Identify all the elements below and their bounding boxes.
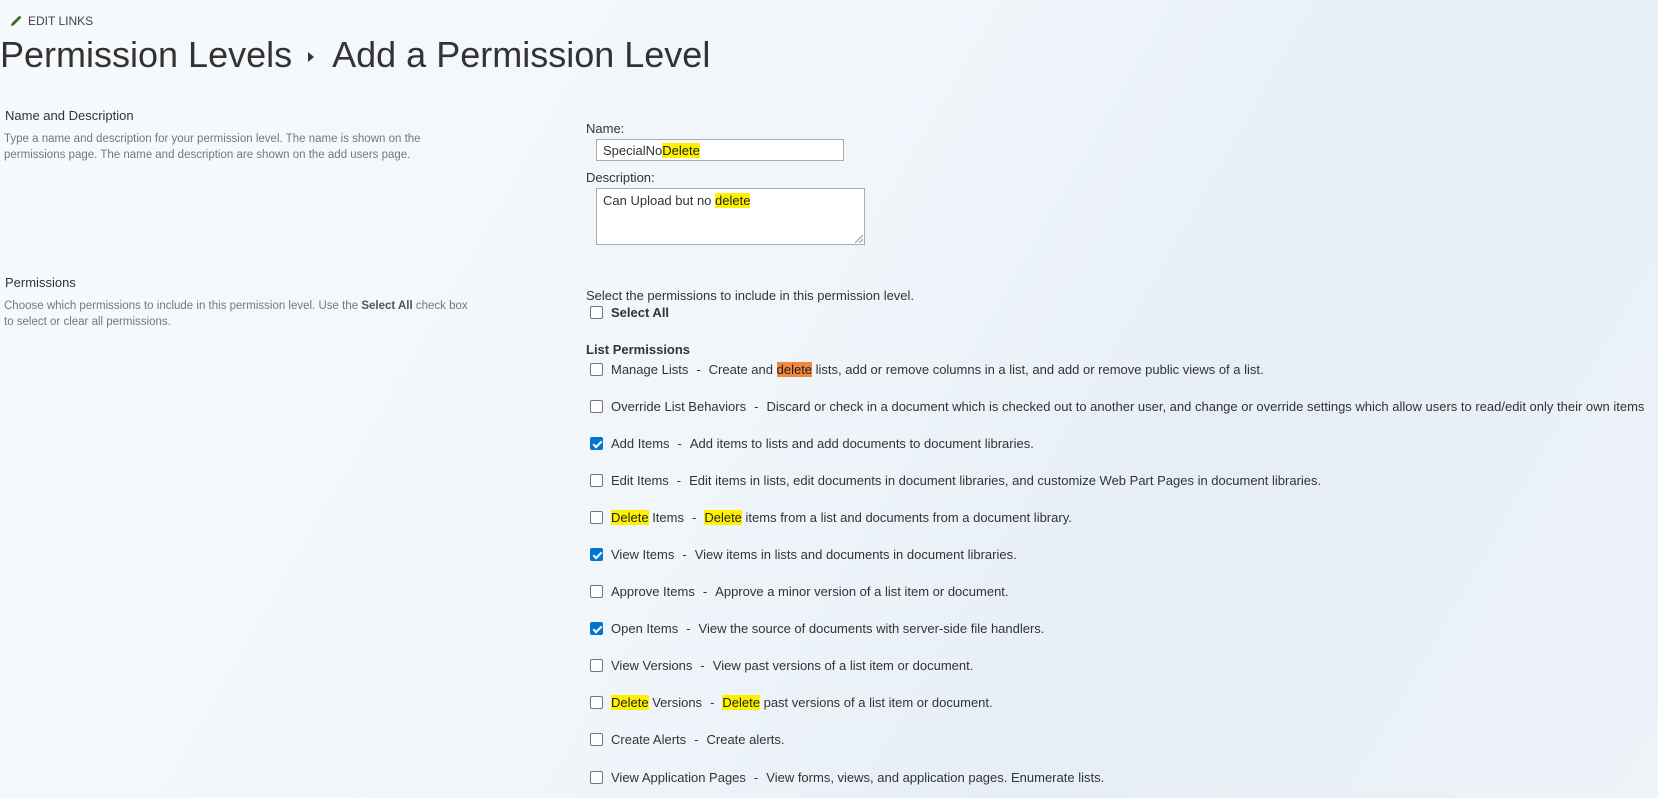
name-input[interactable] <box>596 139 844 161</box>
breadcrumb-parent-link[interactable]: Permission Levels <box>0 34 293 75</box>
permission-title: Manage Lists <box>611 362 689 377</box>
permission-desc: Create alerts. <box>706 732 785 747</box>
breadcrumb-separator-icon <box>308 52 314 62</box>
description-label: Description: <box>586 170 655 185</box>
permission-desc: Create and delete lists, add or remove columns in a list, and add or remove public views of a list. <box>708 362 1264 377</box>
permission-row-view-application-pages[interactable] <box>586 770 1104 785</box>
permission-title: Approve Items <box>611 584 695 599</box>
permission-desc: View the source of documents with server-side file handlers. <box>698 621 1045 636</box>
permission-row-override-list-behaviors[interactable] <box>586 399 1644 414</box>
permission-checkbox-view-versions[interactable] <box>590 659 603 672</box>
name-description-help: Type a name and description for your permission level. The name is shown on the permissions page. The name and description are shown on the add users page. <box>4 133 421 161</box>
permission-row-edit-items[interactable] <box>586 473 1321 488</box>
name-value-prefix: SpecialNo <box>603 143 663 158</box>
page-title: Add a Permission Level <box>332 34 711 75</box>
permission-row-manage-lists[interactable] <box>586 362 1264 377</box>
permissions-intro: Select the permissions to include in this permission level. <box>586 288 915 303</box>
permission-separator: - <box>710 695 715 710</box>
permission-title: Delete Items <box>611 510 684 525</box>
permission-desc: Delete items from a list and documents from a document library. <box>704 510 1072 525</box>
permission-separator: - <box>682 547 687 562</box>
permission-checkbox-add-items[interactable] <box>590 437 603 450</box>
permission-title: View Application Pages <box>611 770 746 785</box>
description-value-highlight: delete <box>715 193 751 208</box>
permission-checkbox-override-list-behaviors[interactable] <box>590 400 603 413</box>
permission-desc: View items in lists and documents in document libraries. <box>694 547 1017 562</box>
permission-title: Delete Versions <box>611 695 703 710</box>
permission-checkbox-create-alerts[interactable] <box>590 733 603 746</box>
permission-separator: - <box>676 473 682 488</box>
permission-checkbox-delete-items[interactable] <box>590 511 603 524</box>
select-all-row[interactable] <box>586 305 669 320</box>
select-all-checkbox[interactable] <box>590 306 603 319</box>
permission-title: View Versions <box>611 658 693 673</box>
permission-desc: Add items to lists and add documents to document libraries. <box>689 436 1034 451</box>
permission-row-approve-items[interactable] <box>586 584 1009 599</box>
permission-row-delete-items[interactable] <box>586 510 1072 525</box>
permission-row-view-items[interactable] <box>586 547 1017 562</box>
permission-separator: - <box>694 732 699 747</box>
select-all-label: Select All <box>611 305 670 320</box>
permission-checkbox-manage-lists[interactable] <box>590 363 603 376</box>
permission-checkbox-open-items[interactable] <box>590 622 603 635</box>
permission-title: Open Items <box>611 621 679 636</box>
permission-checkbox-delete-versions[interactable] <box>590 696 603 709</box>
permission-row-open-items[interactable] <box>586 621 1044 636</box>
permission-desc: Edit items in lists, edit documents in document libraries, and customize Web Part Pages in document libraries. <box>689 473 1322 488</box>
name-description-heading: Name and Description <box>5 108 134 123</box>
permission-row-delete-versions[interactable] <box>586 695 993 710</box>
name-label: Name: <box>586 121 625 136</box>
permission-row-view-versions[interactable] <box>586 658 973 673</box>
list-permissions-heading: List Permissions <box>586 342 691 357</box>
description-value-prefix: Can Upload but no <box>603 193 716 208</box>
permission-desc: View forms, views, and application pages. Enumerate lists. <box>766 770 1105 785</box>
permissions-help: Choose which permissions to include in this permission level. Use the Select All check box to select or clear all permissions. <box>4 300 468 328</box>
permission-separator: - <box>677 436 682 451</box>
breadcrumb <box>0 34 710 76</box>
permission-row-add-items[interactable] <box>586 436 1034 451</box>
permission-title: Override List Behaviors <box>611 399 747 414</box>
permission-separator: - <box>702 584 708 599</box>
name-value-highlight: Delete <box>662 143 700 158</box>
edit-links-label: EDIT LINKS <box>28 14 94 28</box>
permission-checkbox-view-application-pages[interactable] <box>590 771 603 784</box>
permission-title: View Items <box>611 547 675 562</box>
resize-grip-icon[interactable] <box>855 235 863 243</box>
permission-title: Add Items <box>611 436 670 451</box>
permission-separator: - <box>754 399 759 414</box>
edit-links[interactable] <box>10 14 93 28</box>
permission-title: Create Alerts <box>611 732 687 747</box>
permission-separator: - <box>700 658 705 673</box>
permission-checkbox-view-items[interactable] <box>590 548 603 561</box>
permission-separator: - <box>696 362 701 377</box>
permission-title: Edit Items <box>611 473 669 488</box>
permission-desc: Delete past versions of a list item or document. <box>722 695 993 710</box>
permission-separator: - <box>691 510 697 525</box>
permission-checkbox-approve-items[interactable] <box>590 585 603 598</box>
permission-separator: - <box>686 621 691 636</box>
pencil-icon <box>10 15 22 27</box>
permission-separator: - <box>753 770 759 785</box>
description-textarea[interactable] <box>596 188 865 245</box>
permission-desc: View past versions of a list item or document. <box>712 658 974 673</box>
permission-desc: Approve a minor version of a list item or document. <box>715 584 1009 599</box>
permissions-heading: Permissions <box>5 275 76 290</box>
permission-row-create-alerts[interactable] <box>586 732 785 747</box>
permission-desc: Discard or check in a document which is checked out to another user, and change or override settings which allow users to read/edit only their own items <box>766 399 1645 414</box>
permission-checkbox-edit-items[interactable] <box>590 474 603 487</box>
